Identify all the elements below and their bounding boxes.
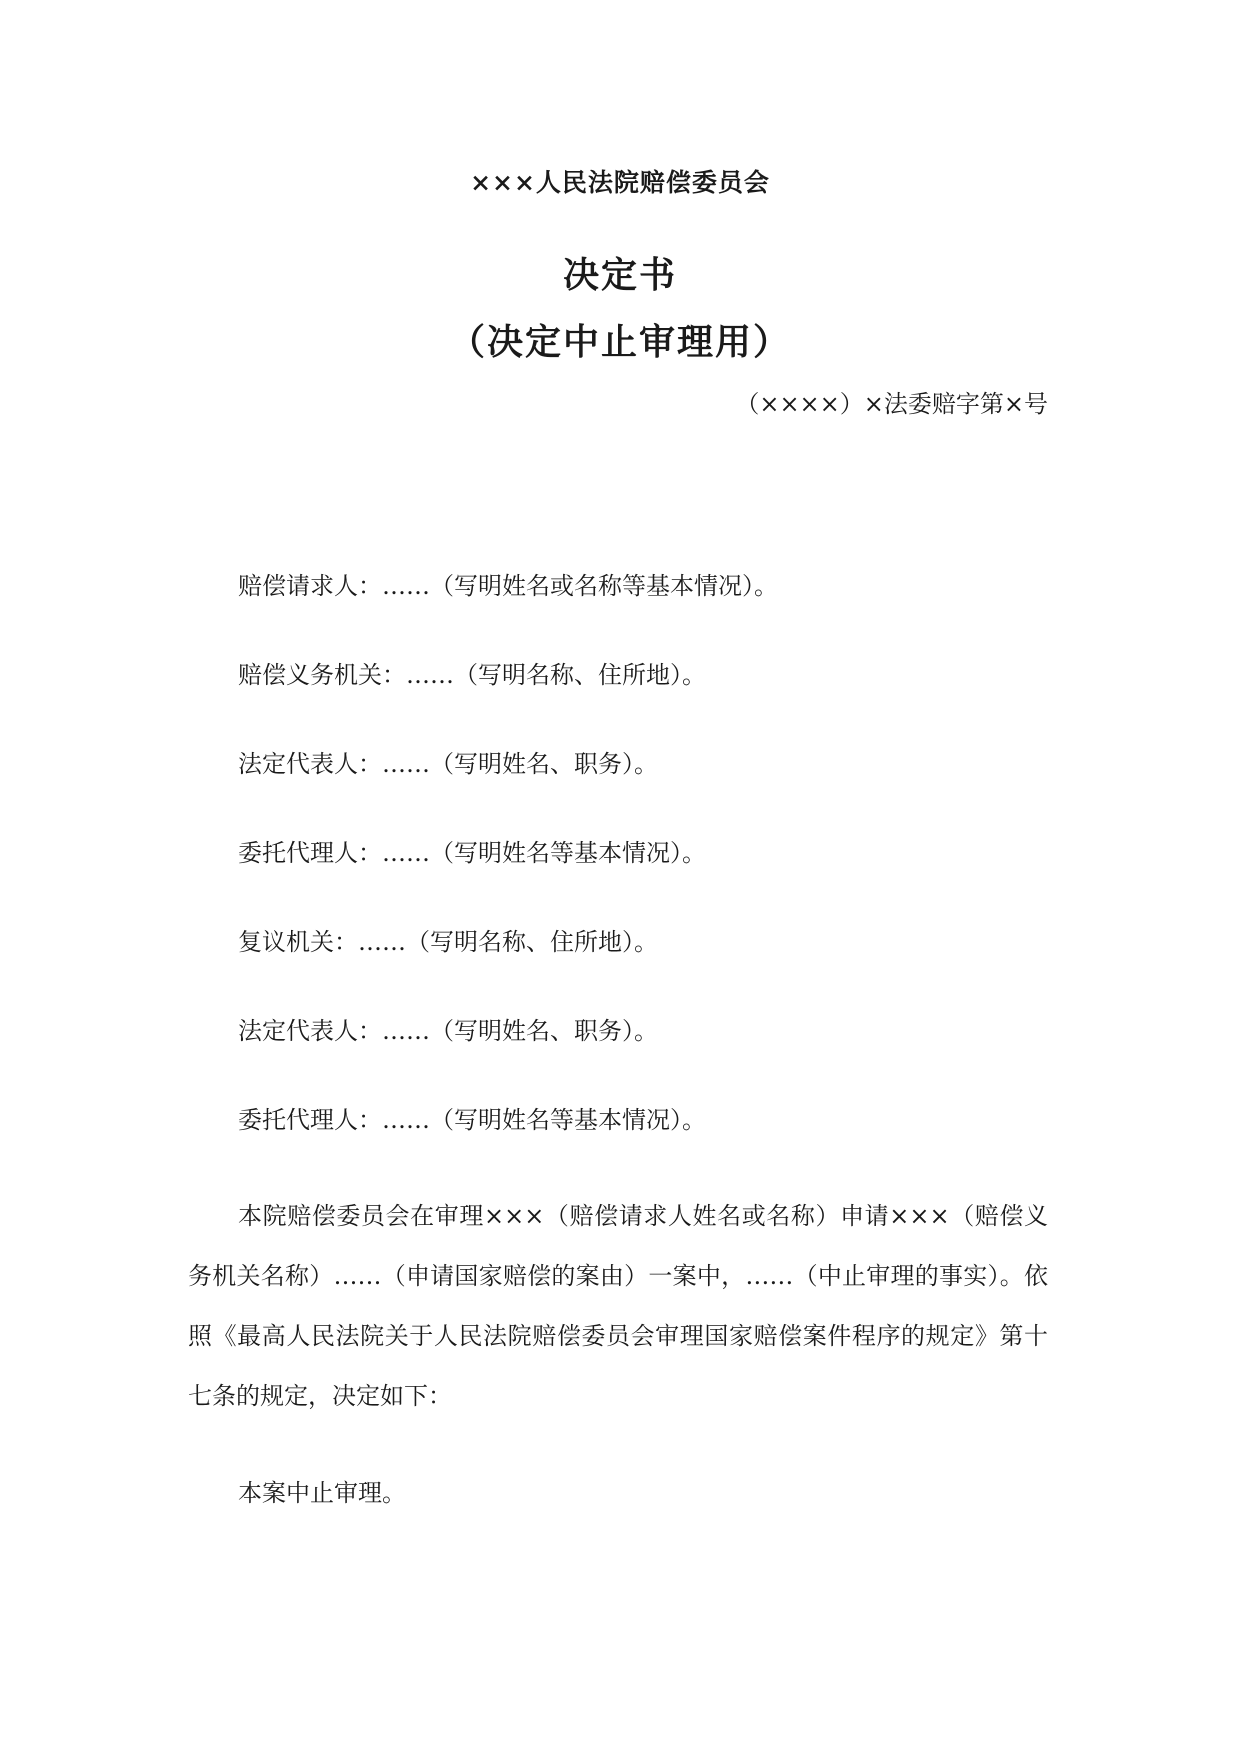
party-compensation-claimant: 赔偿请求人：……（写明姓名或名称等基本情况）。 [238,572,778,600]
court-name: ×××人民法院赔偿委员会 [470,168,770,197]
party-legal-representative: 法定代表人：……（写明姓名、职务）。 [238,750,658,778]
party-compensation-obligor: 赔偿义务机关：……（写明名称、住所地）。 [238,661,706,689]
party-authorized-agent: 委托代理人：……（写明姓名等基本情况）。 [238,839,706,867]
party-review-authorized-agent: 委托代理人：……（写明姓名等基本情况）。 [238,1106,706,1134]
party-review-authority: 复议机关：……（写明名称、住所地）。 [238,928,658,956]
document-title: 决定书 [562,254,677,296]
body-paragraph: 本院赔偿委员会在审理×××（赔偿请求人姓名或名称）申请×××（赔偿义务机关名称）……（申请国家赔偿的案由）一案中，……（中止审理的事实）。依照《最高人民法院关于人民法院赔偿委员会审理国家赔偿案件程序的规定》第十七条的规定，决定如下： [188,1202,1048,1410]
case-number: （××××）×法委赔字第×号 [735,390,1048,418]
decision-text: 本案中止审理。 [238,1479,406,1507]
document-subtitle: （决定中止审理用） [448,321,791,363]
party-review-legal-representative: 法定代表人：……（写明姓名、职务）。 [238,1017,658,1045]
